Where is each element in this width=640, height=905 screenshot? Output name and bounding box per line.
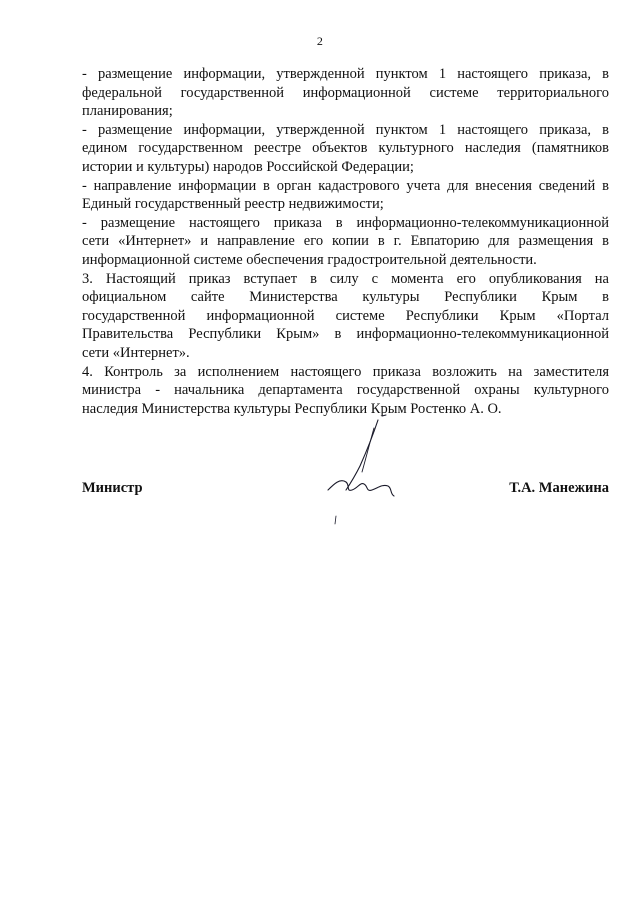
text-line: 4. Контроль за исполнением настоящего приказа возложить на заместителя bbox=[82, 363, 609, 380]
signature-block bbox=[82, 480, 609, 504]
paragraph-internet-publication bbox=[82, 214, 609, 270]
page-number: 2 bbox=[316, 34, 324, 48]
document-body bbox=[82, 65, 609, 418]
text-line: министра - начальника департамента государственной охраны культурного bbox=[82, 382, 609, 399]
text-line: - размещение информации, утвержденной пунктом 1 настоящего приказа, в bbox=[82, 66, 609, 82]
text-line: сети «Интернет». bbox=[82, 344, 190, 361]
text-line: истории и культуры) народов Российской Федерации; bbox=[82, 158, 414, 175]
paragraph-gis-territorial-planning bbox=[82, 65, 609, 121]
text-line: государственной информационной системе Республики Крым «Портал bbox=[82, 307, 609, 324]
paragraph-entry-into-force bbox=[82, 270, 609, 363]
paragraph-heritage-register bbox=[82, 121, 609, 177]
text-line: сети «Интернет» и направление его копии в г. Евпаторию для размещения в bbox=[82, 233, 609, 250]
text-line: Правительства Республики Крым» в информационно-телекоммуникационной bbox=[82, 326, 609, 343]
text-line: - направление информации в орган кадастрового учета для внесения сведений в bbox=[82, 177, 609, 194]
text-line: едином государственном реестре объектов культурного наследия (памятников bbox=[82, 140, 609, 157]
text-line: Единый государственный реестр недвижимости; bbox=[82, 196, 384, 213]
text-line: - размещение информации, утвержденной пунктом 1 настоящего приказа, в bbox=[82, 121, 609, 138]
signatory-title: Министр bbox=[82, 480, 143, 496]
text-line: информационной системе обеспечения градостроительной деятельности. bbox=[82, 251, 537, 268]
paragraph-control-assignment bbox=[82, 363, 609, 419]
signatory-name: Т.А. Манежина bbox=[509, 480, 609, 496]
text-line: наследия Министерства культуры Республики Крым Ростенко А. О. bbox=[82, 400, 502, 417]
paragraph-cadastral-registration bbox=[82, 177, 609, 214]
text-line: федеральной государственной информационной системе территориального bbox=[82, 84, 609, 101]
text-line: - размещение настоящего приказа в информационно-телекоммуникационной bbox=[82, 214, 609, 231]
text-line: 3. Настоящий приказ вступает в силу с момента его опубликования на bbox=[82, 270, 609, 287]
text-line: официальном сайте Министерства культуры Республики Крым в bbox=[82, 289, 609, 306]
text-line: планирования; bbox=[82, 103, 173, 120]
handwritten-signature bbox=[316, 412, 406, 532]
